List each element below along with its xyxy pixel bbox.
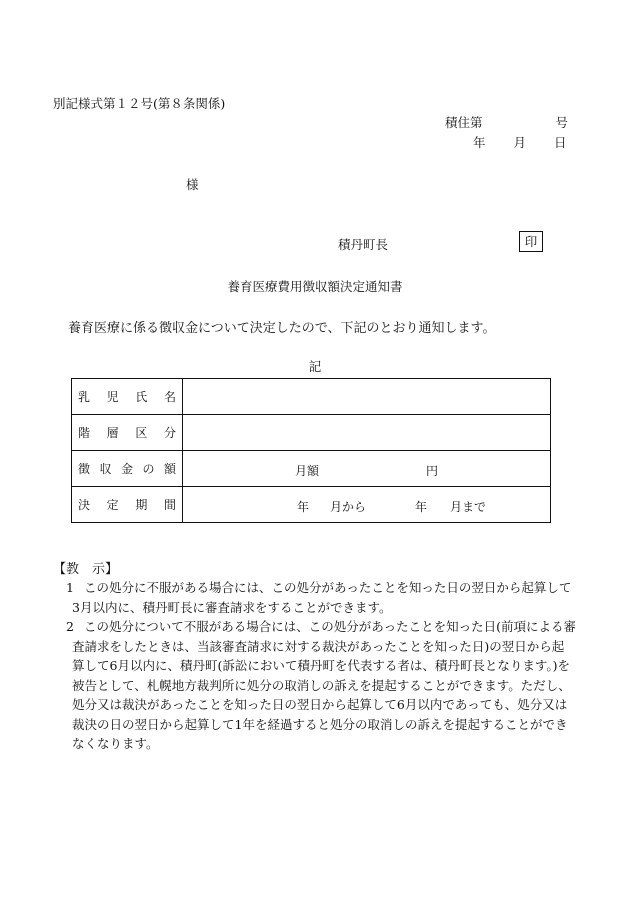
table-row bbox=[72, 487, 551, 523]
table-row bbox=[72, 451, 551, 487]
table-row bbox=[72, 415, 551, 451]
label-period: 決定期間 bbox=[72, 487, 183, 523]
document-title: 養育医療費用徴収額決定通知書 bbox=[227, 279, 403, 294]
date-year: 年 bbox=[473, 135, 486, 150]
period-year-to: 年 bbox=[415, 500, 428, 514]
recipient-suffix: 様 bbox=[186, 177, 199, 192]
note-number: 2 bbox=[66, 619, 74, 634]
label-tier: 階層区分 bbox=[72, 415, 183, 451]
value-period[interactable] bbox=[183, 487, 551, 523]
document-date bbox=[473, 133, 567, 151]
document-number bbox=[445, 113, 568, 131]
date-day: 日 bbox=[554, 135, 567, 150]
document-number-prefix: 積住第 bbox=[445, 115, 483, 130]
form-reference: 別記様式第１２号(第８条関係) bbox=[53, 96, 226, 111]
value-amount[interactable] bbox=[183, 451, 551, 487]
note-item bbox=[66, 617, 576, 754]
info-table bbox=[71, 378, 551, 523]
ki-heading: 記 bbox=[308, 359, 322, 374]
issuer-name: 積丹町長 bbox=[338, 237, 389, 252]
note-text: この処分に不服がある場合には、この処分があったことを知った日の翌日から起算して3月以内に、積丹町長に審査請求をすることができます。 bbox=[72, 580, 572, 615]
label-amount: 徴収金の額 bbox=[72, 451, 183, 487]
document-number-suffix: 号 bbox=[555, 115, 569, 130]
label-infant-name: 乳児氏名 bbox=[72, 379, 183, 415]
seal-box: 印 bbox=[519, 231, 543, 252]
note-item bbox=[66, 578, 576, 617]
intro-text: 養育医療に係る徴収金について決定したので、下記のとおり通知します。 bbox=[68, 321, 496, 336]
notes-heading: 【教 示】 bbox=[53, 562, 119, 577]
period-year-from: 年 bbox=[297, 500, 310, 514]
monthly-label: 月額 bbox=[295, 464, 320, 478]
note-number: 1 bbox=[66, 580, 74, 595]
value-infant-name[interactable] bbox=[183, 379, 551, 415]
note-text: この処分について不服がある場合には、この処分があったことを知った日(前項による審査請求をしたときは、当該審査請求に対する裁決があったことを知った日)の翌日から起算して6月以内に、積丹町(訴訟において積丹町を代表する者は、積丹町長となります。)を被告として、札幌地方裁判所に処分の取消しの訴えを提起することができます。ただし、処分又は裁決があったことを知った日の翌日から起算して6月以内であっても、処分又は裁決の日の翌日から起算して1年を経過すると処分の取消しの訴えを提起することができなくなります。 bbox=[72, 619, 577, 751]
table-row bbox=[72, 379, 551, 415]
yen-label: 円 bbox=[426, 464, 439, 478]
period-month-to: 月まで bbox=[450, 500, 487, 514]
period-month-from: 月から bbox=[330, 500, 367, 514]
value-tier[interactable] bbox=[183, 415, 551, 451]
date-month: 月 bbox=[513, 135, 527, 150]
